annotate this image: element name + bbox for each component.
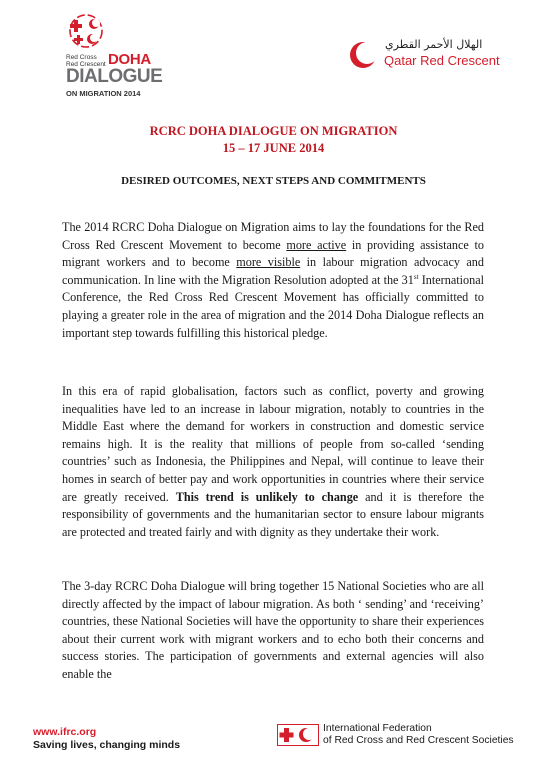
underlined-phrase: more visible — [236, 255, 301, 270]
ifrc-name-line2: of Red Cross and Red Crescent Societies — [323, 735, 514, 746]
document-subtitle: DESIRED OUTCOMES, NEXT STEPS AND COMMITMENTS — [121, 175, 426, 187]
logo-small-text: Red Crescent — [66, 61, 106, 68]
logo-doha-text: DOHA — [108, 51, 151, 68]
document-title: RCRC DOHA DIALOGUE ON MIGRATION — [149, 124, 398, 138]
doha-dialogue-logo — [62, 14, 172, 100]
footer-website-link[interactable]: www.ifrc.org — [33, 726, 97, 738]
red-crescent-icon — [348, 40, 378, 70]
logo-dialogue-text: DIALOGUE — [66, 66, 163, 87]
ifrc-logo — [277, 722, 527, 752]
ifrc-cross-crescent-icon — [277, 724, 319, 746]
red-cross-crescent-emblem-icon — [66, 14, 106, 50]
logo-arabic-name: الهلال الأحمر القطري — [385, 38, 483, 51]
logo-english-name: Qatar Red Crescent — [384, 53, 500, 68]
paragraph-dialogue: The 3-day RCRC Doha Dialogue will bring together 15 National Societies who are all directly affected by the impact of labour migration. As both ‘ sending’ and ‘receiving’ countries, these National Societies will have the opportunity to share their experiences about their current work with migrant workers and to echo both their concerns and success stories. The participation of governments and external agencies will also enable the — [62, 579, 484, 681]
footer-slogan: Saving lives, changing minds — [33, 739, 181, 751]
logo-on-migration-text: ON MIGRATION 2014 — [66, 89, 141, 98]
document-date: 15 – 17 JUNE 2014 — [222, 141, 325, 155]
underlined-phrase: more active — [286, 237, 347, 252]
ordinal-suffix: st — [413, 272, 419, 281]
footer-left — [33, 726, 180, 751]
qatar-red-crescent-logo — [348, 38, 500, 74]
bold-phrase: This trend is unlikely to change — [175, 489, 359, 504]
logo-small-text: Red Cross — [66, 54, 97, 61]
ifrc-name-line1: International Federation — [323, 723, 432, 734]
paragraph-intro: The 2014 RCRC Doha Dialogue on Migration aims to lay the foundations for the Red Cross Red Crescent Movement to become more active in providing assistance to migrant workers and to become more visible in labour migration advocacy and communication. In line with the Migration Resolution adopted at the 31st International Conference, the Red Cross Red Crescent Movement has officially committed to playing a greater role in the area of migration and the 2014 Doha Dialogue reflects an important step towards fulfilling this historical pledge. — [62, 220, 485, 340]
paragraph-context: In this era of rapid globalisation, factors such as conflict, poverty and growing inequalities have led to an increase in labour migration, notably to countries in the Middle East where the demand for workers in construction and domestic service remains high. It is the reality that millions of people from so-called ‘sending countries’ such as Indonesia, the Philippines and Nepal, will continue to leave their homes in search of better pay and work opportunities in countries where their service are greatly received. This trend is unlikely to change and it is therefore the responsibility of governments and the humanitarian sector to ensure labour migrants are protected and treated fairly and with dignity as they undertake their work. — [62, 384, 484, 539]
